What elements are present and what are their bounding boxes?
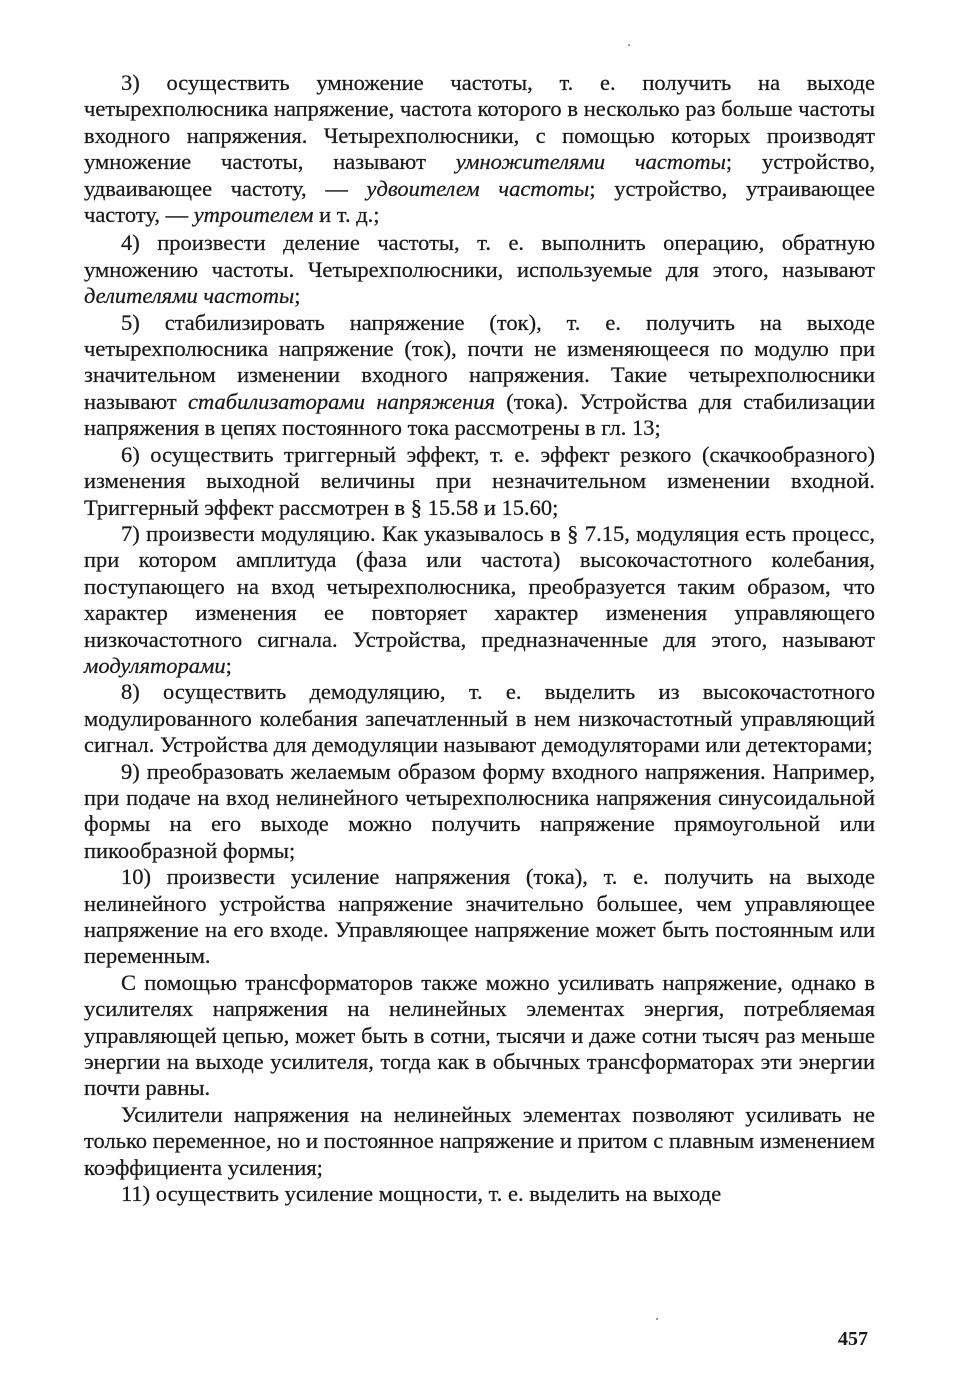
text-run: ; устройство, удваивающее частоту, — — [84, 149, 875, 201]
list-item-11: 11) осуществить усиление мощности, т. е. выделить на выходе — [121, 1181, 722, 1207]
text-run: ; — [225, 652, 232, 678]
text-run: 4) произвести деление частоты, т. е. выполнить операцию, обратную умножению частоты. Четырехполюсники, используемые для этого, называют — [84, 230, 875, 282]
term: утроителем — [193, 202, 314, 228]
scan-speck — [628, 44, 630, 46]
paragraph-transformers: С помощью трансформаторов также можно усиливать напряжение, однако в усилителях напряжения на нелинейных элементах энергия, потребляемая управляющей цепью, может быть в сотни, тысячи и даже сотни тысяч раз меньше энергии на выходе усилителя, тогда как в обычных трансформаторах эти энергии почти равны. — [84, 969, 875, 1101]
text-run: (тока). Устройства для стабилизации напряжения в цепях постоянного тока рассмотрены в гл. 13; — [84, 388, 875, 441]
term: стабилизаторами напряжения — [188, 388, 495, 414]
term: модуляторами — [84, 652, 226, 678]
text-run: ; — [294, 283, 301, 309]
list-item-4 — [84, 230, 875, 309]
list-item-10: 10) произвести усиление напряжения (тока), т. е. получить на выходе нелинейного устройства напряжение значительно большее, чем управляющее напряжение на его входе. Управляющее напряжение может быть постоянным или переменным. — [84, 864, 875, 969]
text-run: 7) произвести модуляцию. Как указывалось в § 7.15, модуляция есть процесс, при котором амплитуда (фаза или частота) высокочастотного колебания, поступающего на вход четырехполюсника, преобразуется таким образом, что характер изменения ее повторяет характер изменения управляющего низкочастотного сигнала. Устройства, предназначенные для этого, называют — [84, 520, 875, 652]
term: умножителями частоты — [455, 149, 726, 175]
term: делителями частоты — [84, 283, 295, 309]
page-number: 457 — [838, 1328, 868, 1350]
text-run: и т. д.; — [313, 202, 380, 228]
list-item-3 — [84, 70, 875, 228]
text-run: ; устройство, утраивающее частоту, — — [84, 175, 876, 228]
term: удвоителем частоты — [366, 175, 590, 201]
text-run: 3) осуществить умножение частоты, т. е. получить на выходе четырехполюсника напряжение, частота которого в несколько раз больше частоты входного напряжения. Четырехполюсники, с помощью которых производят умножение частоты, называют — [84, 70, 875, 175]
document-body — [84, 70, 875, 1207]
scan-speck — [656, 1318, 658, 1320]
list-item-9: 9) преобразовать желаемым образом форму входного напряжения. Например, при подаче на вход нелинейного четырехполюсника напряжения синусоидальной формы на его выходе можно получить напряжение прямоугольной или пикообразной формы; — [84, 758, 875, 863]
paragraph-amplifiers: Усилители напряжения на нелинейных элементах позволяют усиливать не только переменное, но и постоянное напряжение и притом с плавным изменением коэффициента усиления; — [84, 1101, 875, 1180]
list-item-8: 8) осуществить демодуляцию, т. е. выделить из высокочастотного модулированного колебания запечатленный в нем низкочастотный управляющий сигнал. Устройства для демодуляции называют демодуляторами или детекторами; — [84, 679, 875, 758]
list-item-6: 6) осуществить триггерный эффект, т. е. эффект резкого (скачкообразного) изменения выходной величины при незначительном изменении входной. Триггерный эффект рассмотрен в § 15.58 и 15.60; — [84, 441, 875, 520]
list-item-7 — [84, 521, 875, 679]
text-run: 5) стабилизировать напряжение (ток), т. е. получить на выходе четырехполюсника напряжение (ток), почти не изменяющееся по модулю при значительном изменении входного напряжения. Такие четырехполюсники называют — [84, 309, 875, 414]
list-item-5 — [84, 310, 875, 442]
